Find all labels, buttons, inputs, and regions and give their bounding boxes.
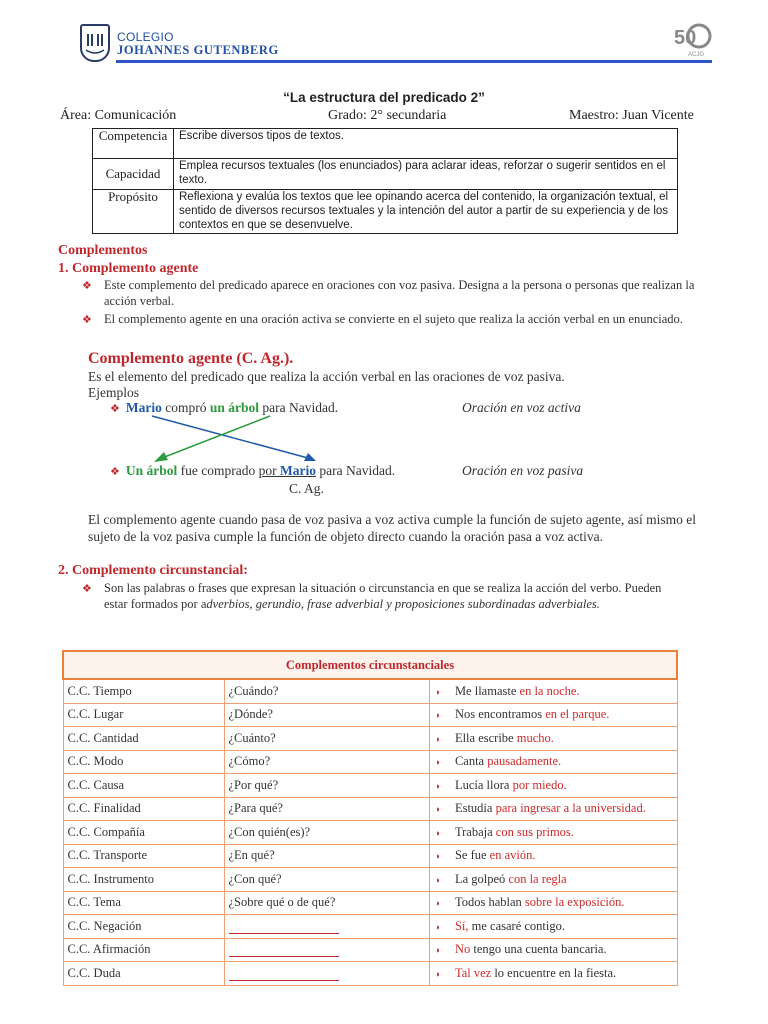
cc-type: C.C. Duda: [63, 962, 224, 986]
cc-type: C.C. Transporte: [63, 844, 224, 868]
table-row: [63, 703, 677, 727]
arrow-bullet-icon: ◗: [435, 827, 441, 838]
example-post: me casaré contigo.: [468, 918, 565, 933]
arrow-bullet-icon: ◗: [435, 804, 441, 815]
diamond-bullet-icon: ❖: [82, 583, 92, 595]
school-crest-icon: [82, 26, 108, 60]
arrow-bullet-icon: ◗: [435, 945, 441, 956]
table-row: [63, 679, 677, 703]
arrow-bullet-icon: ◗: [435, 898, 441, 909]
example-hl: con sus primos.: [495, 824, 574, 839]
row-label: Capacidad: [93, 159, 174, 190]
cc-type: C.C. Tema: [63, 891, 224, 915]
example-hl: para ingresar a la universidad.: [495, 801, 646, 816]
table-row: [63, 891, 677, 915]
cc-question: [224, 938, 429, 962]
agente-bullet-2: ❖ El complemento agente en una oración activa se convierte en el sujeto que realiza la acción verbal en un enunciado.: [82, 312, 683, 326]
figure-note: El complemento agente cuando pasa de voz pasiva a voz activa cumple la función de sujeto agente, así mismo el sujeto de la voz pasiva cumple la función de objeto directo cuando la oración pasa a voz activa.: [88, 512, 697, 544]
cc-type: C.C. Tiempo: [63, 679, 224, 703]
cc-type: C.C. Instrumento: [63, 868, 224, 892]
anniversary-logo: [672, 18, 712, 58]
example-arrows: [140, 414, 340, 466]
example-pre: Me llamaste: [454, 683, 520, 698]
row-value: Reflexiona y evalúa los textos que lee opinando acerca del contenido, la organización textual, el sentido de diversos recursos textuales y la intención del autor a partir de su experiencia y de los contextos en que se desenvuelve.: [174, 190, 678, 234]
table-row: [63, 938, 677, 962]
cc-example: [429, 821, 677, 845]
cag-label: C. Ag.: [289, 481, 324, 496]
table-row: [93, 159, 678, 190]
arrow-bullet-icon: ◗: [435, 921, 441, 932]
cc-question: [224, 962, 429, 986]
example-pre: Lucía llora: [454, 777, 513, 792]
cc-question: [224, 915, 429, 939]
example-pre: Trabaja: [454, 824, 496, 839]
example-hl: en el parque.: [545, 707, 610, 722]
example-pre: Estudia: [454, 801, 496, 816]
example-hl: en avión.: [489, 848, 536, 863]
figure-title: Complemento agente (C. Ag.).: [88, 350, 294, 367]
diamond-bullet-icon: ❖: [82, 314, 92, 326]
arrow-bullet-icon: ◗: [435, 710, 441, 721]
cc-question: ¿Por qué?: [224, 774, 429, 798]
diamond-bullet-icon: ❖: [82, 280, 92, 292]
table-row: [63, 797, 677, 821]
table-title: Complementos circunstanciales: [63, 651, 677, 679]
row-value: Escribe diversos tipos de textos.: [174, 129, 678, 159]
blue-arrow: [152, 416, 308, 458]
grado-label: Grado: 2° secundaria: [328, 108, 447, 123]
cc-example: [429, 868, 677, 892]
row-value: Emplea recursos textuales (los enunciados) para aclarar ideas, reforzar o sugerir sentidos en el texto.: [174, 159, 678, 190]
table-row: [63, 915, 677, 939]
competencia-table: [92, 128, 678, 234]
cc-example: [429, 891, 677, 915]
arrow-bullet-icon: ◗: [435, 686, 441, 697]
school-logo: [80, 24, 110, 62]
table-row: [63, 868, 677, 892]
cc-question: ¿Cuánto?: [224, 727, 429, 751]
cc-example: [429, 915, 677, 939]
example-pre: Nos encontramos: [454, 707, 546, 722]
cc-type: C.C. Afirmación: [63, 938, 224, 962]
example-pre: Canta: [454, 754, 488, 769]
blank-line: [229, 967, 339, 981]
table-row: [63, 750, 677, 774]
example-hl: mucho.: [516, 730, 554, 745]
arrow-bullet-icon: ◗: [435, 851, 441, 862]
section-heading: Complementos: [58, 243, 148, 258]
example-pre: La golpeó: [454, 871, 509, 886]
arrow-bullet-icon: ◗: [435, 757, 441, 768]
example-1-type: Oración en voz activa: [462, 400, 581, 415]
cc-example: [429, 774, 677, 798]
cc-type: C.C. Negación: [63, 915, 224, 939]
arrow-bullet-icon: ◗: [435, 874, 441, 885]
circunstancial-bullet: ❖ Son las palabras o frases que expresan la situación o circunstancia en que se realiza la acción del verbo. Pueden estar formados por adverbios, gerundio, frase adverbial y proposiciones subordinadas adverbiales.: [82, 581, 662, 611]
example-hl: pausadamente.: [487, 754, 562, 769]
table-row: [63, 844, 677, 868]
cc-type: C.C. Causa: [63, 774, 224, 798]
header-rule: [116, 60, 712, 63]
cc-type: C.C. Cantidad: [63, 727, 224, 751]
arrow-bullet-icon: ◗: [435, 968, 441, 979]
example-2: ❖ Un árbol fue comprado por Mario para Navidad.: [110, 463, 396, 478]
table-row: [93, 129, 678, 159]
arrow-bullet-icon: ◗: [435, 733, 441, 744]
example-hl: en la noche.: [519, 683, 580, 698]
cc-type: C.C. Lugar: [63, 703, 224, 727]
cc-example: [429, 727, 677, 751]
svg-text:50: 50: [674, 27, 697, 49]
example-hl: No: [454, 942, 471, 957]
cc-example: [429, 938, 677, 962]
agente-heading: 1. Complemento agente: [58, 261, 199, 276]
maestro-label: Maestro: Juan Vicente: [569, 108, 694, 123]
figure-definition: Es el elemento del predicado que realiza la acción verbal en las oraciones de voz pasiva.: [88, 369, 565, 384]
cc-question: ¿Sobre qué o de qué?: [224, 891, 429, 915]
cc-type: C.C. Compañía: [63, 821, 224, 845]
table-row: [63, 962, 677, 986]
example-1: ❖ Mario compró un árbol para Navidad.: [110, 400, 339, 415]
cc-question: ¿Dónde?: [224, 703, 429, 727]
cc-question: ¿Cómo?: [224, 750, 429, 774]
cc-example: [429, 750, 677, 774]
table-row: [63, 727, 677, 751]
blank-line: [229, 943, 339, 957]
school-name-line1: COLEGIO: [117, 30, 174, 44]
diamond-bullet-icon: ❖: [110, 403, 120, 415]
row-label: Competencia: [93, 129, 174, 159]
anniversary-badge-icon: [672, 18, 712, 58]
cc-example: [429, 797, 677, 821]
diamond-bullet-icon: ❖: [110, 466, 120, 478]
cc-example: [429, 962, 677, 986]
table-row: [63, 774, 677, 798]
example-post: tengo una cuenta bancaria.: [470, 942, 607, 957]
example-pre: Ella escribe: [454, 730, 517, 745]
cc-question: ¿En qué?: [224, 844, 429, 868]
circunstanciales-table: [62, 650, 678, 986]
example-pre: Todos hablan: [454, 895, 525, 910]
cc-example: [429, 679, 677, 703]
example-post: lo encuentre en la fiesta.: [491, 965, 617, 980]
school-name-line2: JOHANNES GUTENBERG: [117, 43, 279, 57]
table-row: [63, 821, 677, 845]
cc-example: [429, 703, 677, 727]
example-hl: sobre la exposición.: [524, 895, 625, 910]
figure-ejemplos: Ejemplos: [88, 385, 139, 400]
blank-line: [229, 920, 339, 934]
cc-type: C.C. Finalidad: [63, 797, 224, 821]
example-hl: Tal vez: [454, 965, 492, 980]
agente-bullet-1: ❖ Este complemento del predicado aparece en oraciones con voz pasiva. Designa a la persona o personas que realizan la acción verbal.: [82, 278, 695, 308]
circunstancial-heading: 2. Complemento circunstancial:: [58, 563, 248, 578]
example-hl: Sí,: [454, 918, 469, 933]
green-arrowhead: [154, 452, 168, 462]
svg-text:ACJG: ACJG: [688, 52, 705, 58]
example-pre: Se fue: [454, 848, 490, 863]
cc-question: ¿Cuándo?: [224, 679, 429, 703]
cc-example: [429, 844, 677, 868]
cc-question: ¿Con quién(es)?: [224, 821, 429, 845]
row-label: Propósito: [93, 190, 174, 234]
area-label: Área: Comunicación: [60, 108, 177, 123]
example-2-type: Oración en voz pasiva: [462, 463, 584, 478]
arrow-bullet-icon: ◗: [435, 780, 441, 791]
cc-type: C.C. Modo: [63, 750, 224, 774]
page-title: “La estructura del predicado 2”: [283, 90, 485, 105]
example-hl: con la regla: [508, 871, 567, 886]
table-row: [93, 190, 678, 234]
cc-question: ¿Para qué?: [224, 797, 429, 821]
cc-question: ¿Con qué?: [224, 868, 429, 892]
example-hl: por miedo.: [512, 777, 567, 792]
